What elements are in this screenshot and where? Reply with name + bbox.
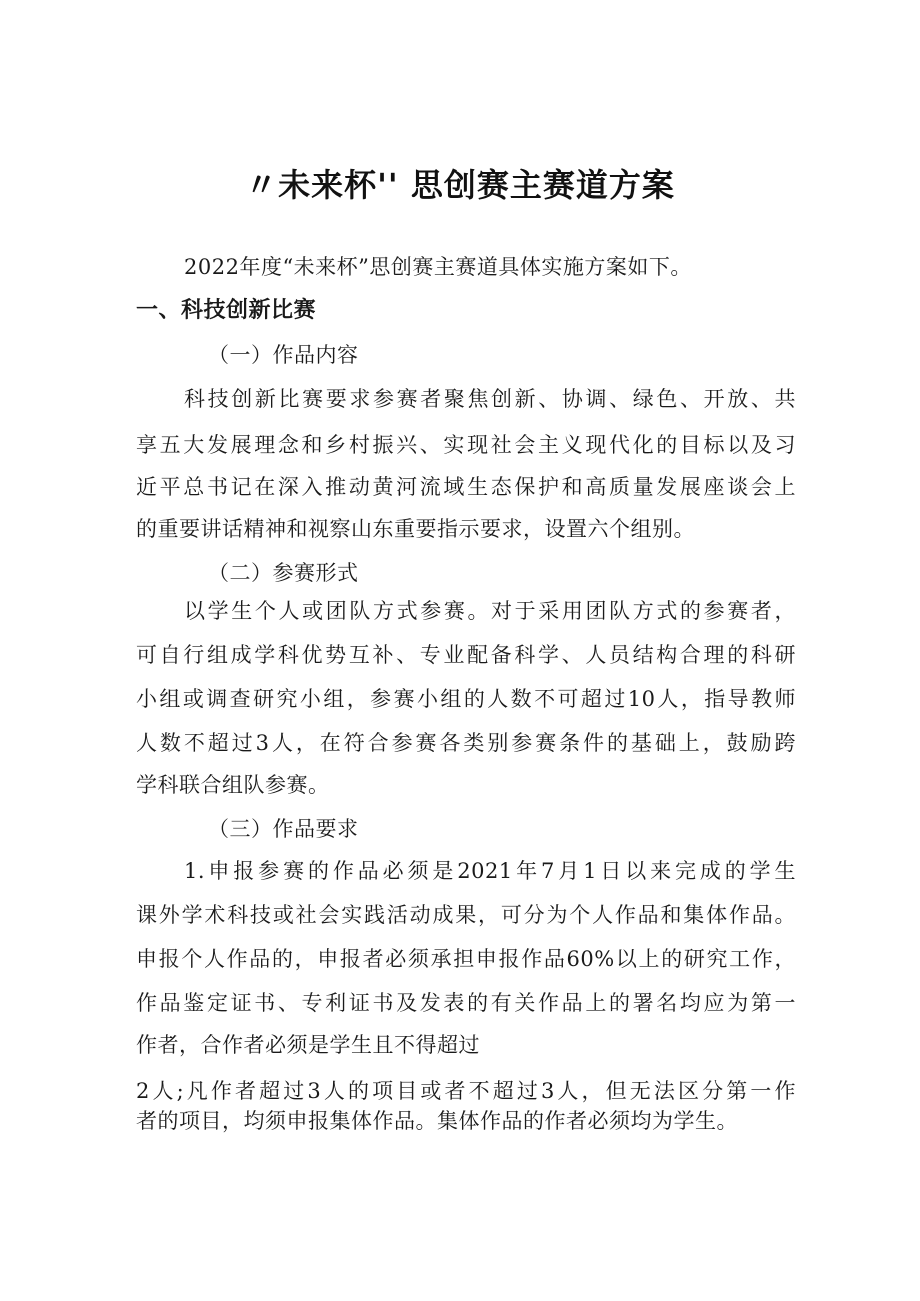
paragraph-line: 课外学术科技或社会实践活动成果，可分为个人作品和集体作品。	[136, 903, 796, 927]
paragraph-line: 的重要讲话精神和视察山东重要指示要求，设置六个组别。	[136, 517, 695, 541]
paragraph-line: 作者，合作者必须是学生且不得超过	[136, 1033, 480, 1057]
document-title: 〃未来杯'' 思创赛主赛道方案	[245, 166, 675, 204]
paragraph-line: 小组或调查研究小组，参赛小组的人数不可超过10人，指导教师	[136, 687, 796, 711]
paragraph-line: 以学生个人或团队方式参赛。对于采用团队方式的参赛者，	[184, 599, 796, 623]
paragraph-line: 近平总书记在深入推动黄河流域生态保护和高质量发展座谈会上	[136, 475, 796, 499]
paragraph-line: 者的项目，均须申报集体作品。集体作品的作者必须均为学生。	[136, 1109, 738, 1133]
intro-paragraph: 2022年度“未来杯”思创赛主赛道具体实施方案如下。	[184, 255, 692, 279]
paragraph-line: 人数不超过3人，在符合参赛各类别参赛条件的基础上，鼓励跨	[136, 731, 796, 755]
subsection-heading: （一）作品内容	[208, 343, 359, 367]
paragraph-line: 2人;凡作者超过3人的项目或者不超过3人，但无法区分第一作	[136, 1079, 796, 1103]
paragraph-line: 学科联合组队参赛。	[136, 773, 330, 797]
subsection-heading: （三）作品要求	[208, 817, 359, 841]
paragraph-line: 科技创新比赛要求参赛者聚焦创新、协调、绿色、开放、共	[184, 387, 796, 411]
section-heading: 一、科技创新比赛	[136, 298, 317, 323]
paragraph-line: 1.申报参赛的作品必须是2021年7月1日以来完成的学生	[184, 859, 796, 883]
paragraph-line: 可自行组成学科优势互补、专业配备科学、人员结构合理的科研	[136, 643, 796, 667]
paragraph-line: 作品鉴定证书、专利证书及发表的有关作品上的署名均应为第一	[136, 991, 796, 1015]
paragraph-line: 申报个人作品的，申报者必须承担申报作品60%以上的研究工作，	[136, 947, 796, 971]
paragraph-line: 享五大发展理念和乡村振兴、实现社会主义现代化的目标以及习	[136, 433, 796, 457]
subsection-heading: （二）参赛形式	[208, 561, 359, 585]
